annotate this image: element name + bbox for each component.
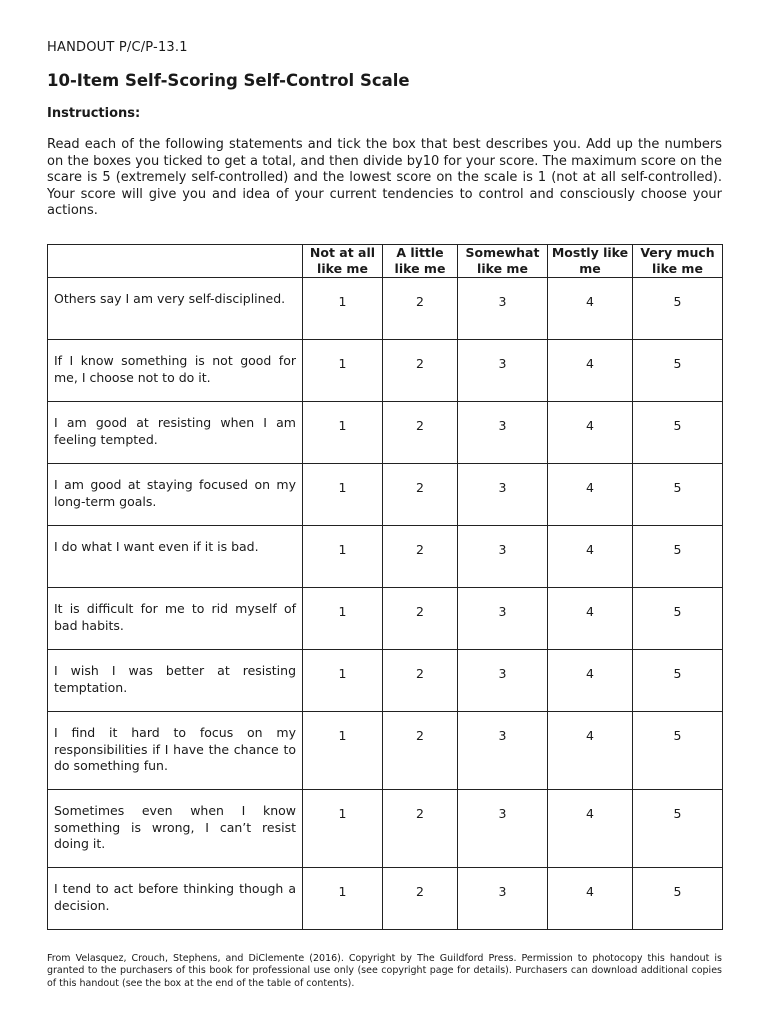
statement-cell: Sometimes even when I know something is wrong, I can’t resist doing it. (48, 790, 303, 868)
rating-option-3[interactable]: 3 (458, 650, 548, 712)
rating-option-4[interactable]: 4 (548, 790, 633, 868)
column-header-not-at-all: Not at all like me (303, 245, 383, 278)
instructions-label: Instructions: (47, 106, 141, 121)
rating-option-4[interactable]: 4 (548, 526, 633, 588)
rating-option-1[interactable]: 1 (303, 712, 383, 790)
column-header-somewhat: Somewhat like me (458, 245, 548, 278)
table-row (48, 712, 723, 790)
rating-option-4[interactable]: 4 (548, 868, 633, 930)
rating-option-4[interactable]: 4 (548, 464, 633, 526)
table-row (48, 790, 723, 868)
rating-option-5[interactable]: 5 (633, 588, 723, 650)
rating-option-1[interactable]: 1 (303, 868, 383, 930)
rating-option-3[interactable]: 3 (458, 402, 548, 464)
statement-cell: If I know something is not good for me, I choose not to do it. (48, 340, 303, 402)
statement-cell: I tend to act before thinking though a decision. (48, 868, 303, 930)
rating-option-4[interactable]: 4 (548, 278, 633, 340)
rating-option-5[interactable]: 5 (633, 464, 723, 526)
handout-id: HANDOUT P/C/P-13.1 (47, 40, 188, 55)
rating-option-1[interactable]: 1 (303, 340, 383, 402)
column-header-a-little: A little like me (383, 245, 458, 278)
rating-option-5[interactable]: 5 (633, 402, 723, 464)
rating-option-5[interactable]: 5 (633, 650, 723, 712)
rating-option-5[interactable]: 5 (633, 526, 723, 588)
rating-option-2[interactable]: 2 (383, 790, 458, 868)
rating-option-3[interactable]: 3 (458, 526, 548, 588)
rating-option-2[interactable]: 2 (383, 650, 458, 712)
rating-option-3[interactable]: 3 (458, 464, 548, 526)
table-row (48, 588, 723, 650)
table-header-row (48, 245, 723, 278)
rating-option-1[interactable]: 1 (303, 464, 383, 526)
rating-option-3[interactable]: 3 (458, 340, 548, 402)
table-row (48, 340, 723, 402)
rating-option-3[interactable]: 3 (458, 588, 548, 650)
rating-option-4[interactable]: 4 (548, 588, 633, 650)
rating-option-5[interactable]: 5 (633, 868, 723, 930)
rating-option-4[interactable]: 4 (548, 340, 633, 402)
rating-option-3[interactable]: 3 (458, 868, 548, 930)
self-control-scale-table (47, 244, 723, 930)
rating-option-3[interactable]: 3 (458, 278, 548, 340)
column-header-statement (48, 245, 303, 278)
instructions-text: Read each of the following statements and tick the box that best describes you. Add up the numbers on the boxes you ticked to get a total, and then divide by10 for your score. The maximum score on the scare is 5 (extremely self-controlled) and the lowest score on the scale is 1 (not at all self-controlled). Your score will give you and idea of your current tendencies to control and consciously choose your actions. (47, 137, 722, 218)
statement-cell: I am good at staying focused on my long-term goals. (48, 464, 303, 526)
rating-option-2[interactable]: 2 (383, 464, 458, 526)
rating-option-5[interactable]: 5 (633, 790, 723, 868)
rating-option-2[interactable]: 2 (383, 712, 458, 790)
rating-option-2[interactable]: 2 (383, 526, 458, 588)
rating-option-2[interactable]: 2 (383, 278, 458, 340)
rating-option-1[interactable]: 1 (303, 402, 383, 464)
column-header-very-much: Very much like me (633, 245, 723, 278)
table-row (48, 402, 723, 464)
rating-option-5[interactable]: 5 (633, 340, 723, 402)
table-row (48, 278, 723, 340)
rating-option-1[interactable]: 1 (303, 790, 383, 868)
rating-option-4[interactable]: 4 (548, 650, 633, 712)
rating-option-2[interactable]: 2 (383, 402, 458, 464)
rating-option-2[interactable]: 2 (383, 588, 458, 650)
rating-option-1[interactable]: 1 (303, 588, 383, 650)
table-row (48, 650, 723, 712)
rating-option-5[interactable]: 5 (633, 278, 723, 340)
statement-cell: It is difficult for me to rid myself of bad habits. (48, 588, 303, 650)
copyright-footer: From Velasquez, Crouch, Stephens, and DiClemente (2016). Copyright by The Guildford Press. Permission to photocopy this handout is granted to the purchasers of this book for professional use only (see copyright page for details). Purchasers can download additional copies of this handout (see the box at the end of the table of contents). (47, 952, 722, 989)
rating-option-1[interactable]: 1 (303, 278, 383, 340)
statement-cell: Others say I am very self-disciplined. (48, 278, 303, 340)
statement-cell: I find it hard to focus on my responsibilities if I have the chance to do something fun. (48, 712, 303, 790)
rating-option-1[interactable]: 1 (303, 526, 383, 588)
rating-option-3[interactable]: 3 (458, 790, 548, 868)
table-row (48, 868, 723, 930)
rating-option-4[interactable]: 4 (548, 712, 633, 790)
column-header-mostly: Mostly like me (548, 245, 633, 278)
statement-cell: I wish I was better at resisting temptation. (48, 650, 303, 712)
table-row (48, 526, 723, 588)
rating-option-1[interactable]: 1 (303, 650, 383, 712)
rating-option-2[interactable]: 2 (383, 340, 458, 402)
rating-option-3[interactable]: 3 (458, 712, 548, 790)
page-title: 10-Item Self-Scoring Self-Control Scale (47, 71, 410, 90)
handout-page (47, 40, 722, 220)
statement-cell: I am good at resisting when I am feeling tempted. (48, 402, 303, 464)
table-row (48, 464, 723, 526)
rating-option-4[interactable]: 4 (548, 402, 633, 464)
rating-option-2[interactable]: 2 (383, 868, 458, 930)
rating-option-5[interactable]: 5 (633, 712, 723, 790)
statement-cell: I do what I want even if it is bad. (48, 526, 303, 588)
